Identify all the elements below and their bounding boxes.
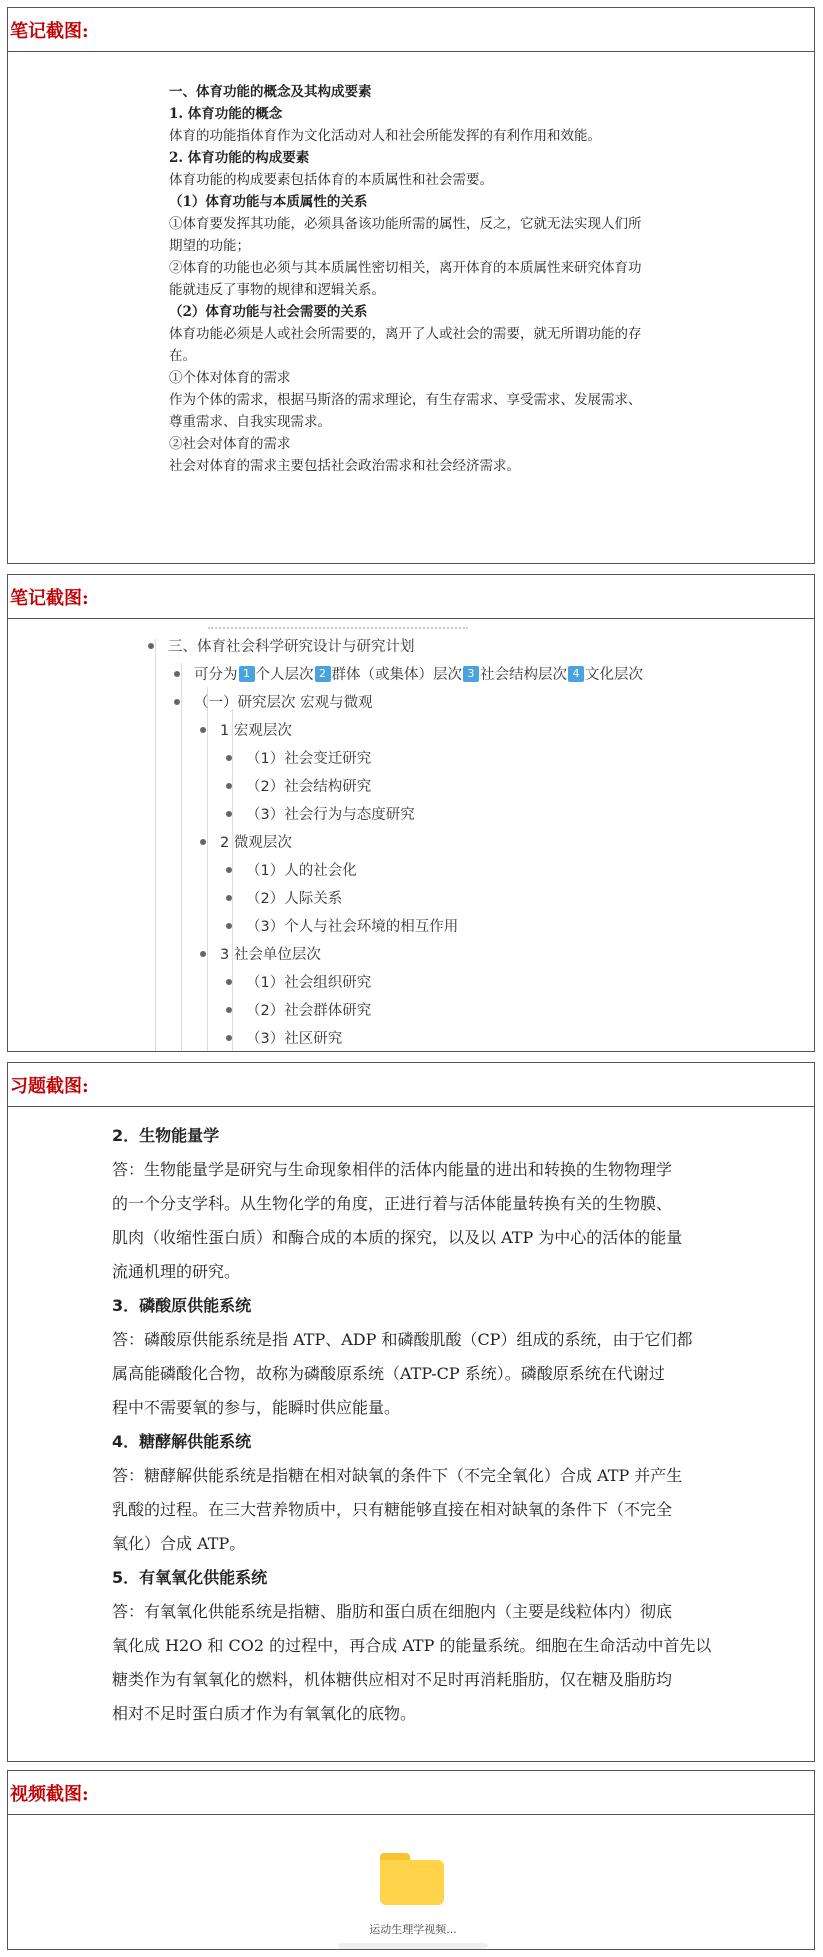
exercise-line: 程中不需要氧的参与，能瞬时供应能量。 (112, 1398, 401, 1417)
outline-group (200, 943, 321, 964)
note-line: 尊重需求、自我实现需求。 (169, 414, 331, 430)
list-item-label: （2）社会群体研究 (246, 1003, 372, 1019)
note-subheading: （2）体育功能与社会需要的关系 (169, 304, 368, 320)
level-label: 社会结构层次 (480, 667, 567, 683)
exercise-heading: 2．生物能量学 (112, 1126, 220, 1145)
exercise-heading: 4．糖酵解供能系统 (112, 1432, 252, 1451)
bullet-icon (226, 867, 232, 873)
number-badge-icon: 1 (239, 666, 255, 682)
bullet-icon (226, 811, 232, 817)
exercise-line: 的一个分支学科。从生物化学的角度，正进行着与活体能量转换有关的生物膜、 (112, 1194, 673, 1213)
bullet-icon (200, 727, 206, 733)
bullet-icon (174, 671, 180, 677)
exercise-line: 答：有氧氧化供能系统是指糖、脂肪和蛋白质在细胞内（主要是线粒体内）彻底 (112, 1602, 673, 1621)
list-item-label: （2）社会结构研究 (246, 779, 372, 795)
exercise-heading: 5．有氧氧化供能系统 (112, 1568, 268, 1587)
outline-subtitle: （一）研究层次 宏观与微观 (194, 695, 373, 711)
exercise-line: 答：磷酸原供能系统是指 ATP、ADP 和磷酸肌酸（CP）组成的系统，由于它们都 (112, 1330, 693, 1349)
outline-group (200, 831, 292, 852)
note-line: 社会对体育的需求主要包括社会政治需求和社会经济需求。 (169, 458, 520, 474)
file-label[interactable]: 运动生理学视频... (369, 1923, 457, 1936)
video-file-area (8, 1815, 815, 1950)
note-line: 体育的功能指体育作为文化活动对人和社会所能发挥的有利作用和效能。 (169, 128, 601, 144)
video-section (7, 1770, 815, 1950)
group-label: 3 社会单位层次 (220, 947, 321, 963)
exercise-line: 答：糖酵解供能系统是指糖在相对缺氧的条件下（不完全氧化）合成 ATP 并产生 (112, 1466, 683, 1485)
list-item-label: （3）社会行为与态度研究 (246, 807, 415, 823)
tree-guide-line (155, 639, 156, 1052)
tree-guide-line (207, 687, 208, 1052)
list-item-label: （1）人的社会化 (246, 863, 357, 879)
bullet-icon (226, 979, 232, 985)
section-header (8, 575, 814, 619)
list-item-label: （2）人际关系 (246, 891, 343, 907)
exercise-line: 糖类作为有氧氧化的燃料，机体糖供应相对不足时再消耗脂肪，仅在糖及脂肪均 (112, 1670, 673, 1689)
bullet-icon (226, 755, 232, 761)
exercise-line: 氧化）合成 ATP。 (112, 1534, 246, 1553)
level-label: 文化层次 (585, 667, 643, 683)
list-item (226, 1027, 342, 1048)
group-label: 2 微观层次 (220, 835, 292, 851)
bullet-icon (226, 783, 232, 789)
section-title: 视频截图: (10, 1783, 89, 1805)
section-title: 习题截图: (10, 1075, 89, 1097)
list-item (226, 775, 371, 796)
group-label: 1 宏观层次 (220, 723, 292, 739)
list-item (226, 747, 371, 768)
note-line: 体育功能的构成要素包括体育的本质属性和社会需要。 (169, 172, 493, 188)
folder-icon[interactable] (380, 1853, 444, 1905)
note-line: 作为个体的需求，根据马斯洛的需求理论，有生存需求、享受需求、发展需求、 (169, 392, 642, 408)
list-item-label: （3）个人与社会环境的相互作用 (246, 919, 459, 935)
bullet-icon (226, 923, 232, 929)
note-line: ①体育要发挥其功能，必须具备该功能所需的属性，反之，它就无法实现人们所 (169, 216, 642, 232)
tree-guide-line (181, 663, 182, 1052)
outline-title: 三、体育社会科学研究设计与研究计划 (168, 639, 415, 655)
outline-group (200, 719, 292, 740)
bullet-icon (226, 895, 232, 901)
number-badge-icon: 2 (315, 666, 331, 682)
list-item (226, 859, 357, 880)
note-subheading: （1）体育功能与本质属性的关系 (169, 194, 368, 210)
exercise-line: 相对不足时蛋白质才作为有氧氧化的底物。 (112, 1704, 417, 1723)
outline-tree (8, 619, 815, 1052)
note-subheading: 2. 体育功能的构成要素 (169, 150, 310, 166)
list-item (226, 887, 342, 908)
exercise-line: 肌肉（收缩性蛋白质）和酶合成的本质的探究，以及以 ATP 为中心的活体的能量 (112, 1228, 683, 1247)
note-line: 期望的功能； (169, 238, 250, 254)
note-section-2 (7, 574, 815, 1052)
section-title: 笔记截图: (10, 587, 89, 609)
note-line: 在。 (169, 348, 196, 364)
bullet-icon (226, 1007, 232, 1013)
list-item (226, 915, 458, 936)
note-line: ②体育的功能也必须与其本质属性密切相关，离开体育的本质属性来研究体育功 (169, 260, 642, 276)
list-item (226, 971, 371, 992)
section-title: 笔记截图: (10, 20, 89, 42)
note-line: 体育功能必须是人或社会所需要的，离开了人或社会的需要，就无所谓功能的存 (169, 326, 642, 342)
note-heading: 一、体育功能的概念及其构成要素 (169, 84, 372, 100)
list-item (226, 803, 415, 824)
exercise-heading: 3．磷酸原供能系统 (112, 1296, 252, 1315)
exercise-line: 属高能磷酸化合物，故称为磷酸原系统（ATP-CP 系统）。磷酸原系统在代谢过 (112, 1364, 665, 1383)
level-label: 个人层次 (255, 667, 314, 683)
outline-item (174, 691, 373, 712)
outline-item (174, 663, 643, 684)
exercise-line: 流通机理的研究。 (112, 1262, 241, 1281)
cutoff-text-edge (208, 621, 468, 629)
levels-prefix: 可分为 (194, 667, 238, 683)
exercise-line: 氧化成 H2O 和 CO2 的过程中，再合成 ATP 的能量系统。细胞在生命活动中首先以 (112, 1636, 712, 1655)
bullet-icon (200, 951, 206, 957)
level-label: 群体（或集体）层次 (331, 667, 462, 683)
list-item-label: （1）社会组织研究 (246, 975, 372, 991)
exercise-line: 乳酸的过程。在三大营养物质中，只有糖能够直接在相对缺氧的条件下（不完全 (112, 1500, 673, 1519)
bullet-icon (200, 839, 206, 845)
list-item (226, 999, 371, 1020)
bullet-icon (174, 699, 180, 705)
list-item-label: （3）社区研究 (246, 1031, 343, 1047)
section-header (8, 1063, 814, 1107)
note-section-1 (7, 7, 815, 564)
file-shadow (338, 1943, 488, 1949)
number-badge-icon: 3 (463, 666, 479, 682)
number-badge-icon: 4 (568, 666, 584, 682)
note-line: 能就违反了事物的规律和逻辑关系。 (169, 282, 385, 298)
section-header (8, 1771, 814, 1815)
exercise-line: 答：生物能量学是研究与生命现象相伴的活体内能量的进出和转换的生物物理学 (112, 1160, 673, 1179)
list-item-label: （1）社会变迁研究 (246, 751, 372, 767)
bullet-icon (226, 1035, 232, 1041)
note-line: ①个体对体育的需求 (169, 370, 291, 386)
note-subheading: 1. 体育功能的概念 (169, 106, 283, 122)
bullet-icon (148, 643, 154, 649)
section-header (8, 8, 814, 52)
outline-item (148, 635, 415, 656)
note-line: ②社会对体育的需求 (169, 436, 291, 452)
exercise-section (7, 1062, 815, 1762)
